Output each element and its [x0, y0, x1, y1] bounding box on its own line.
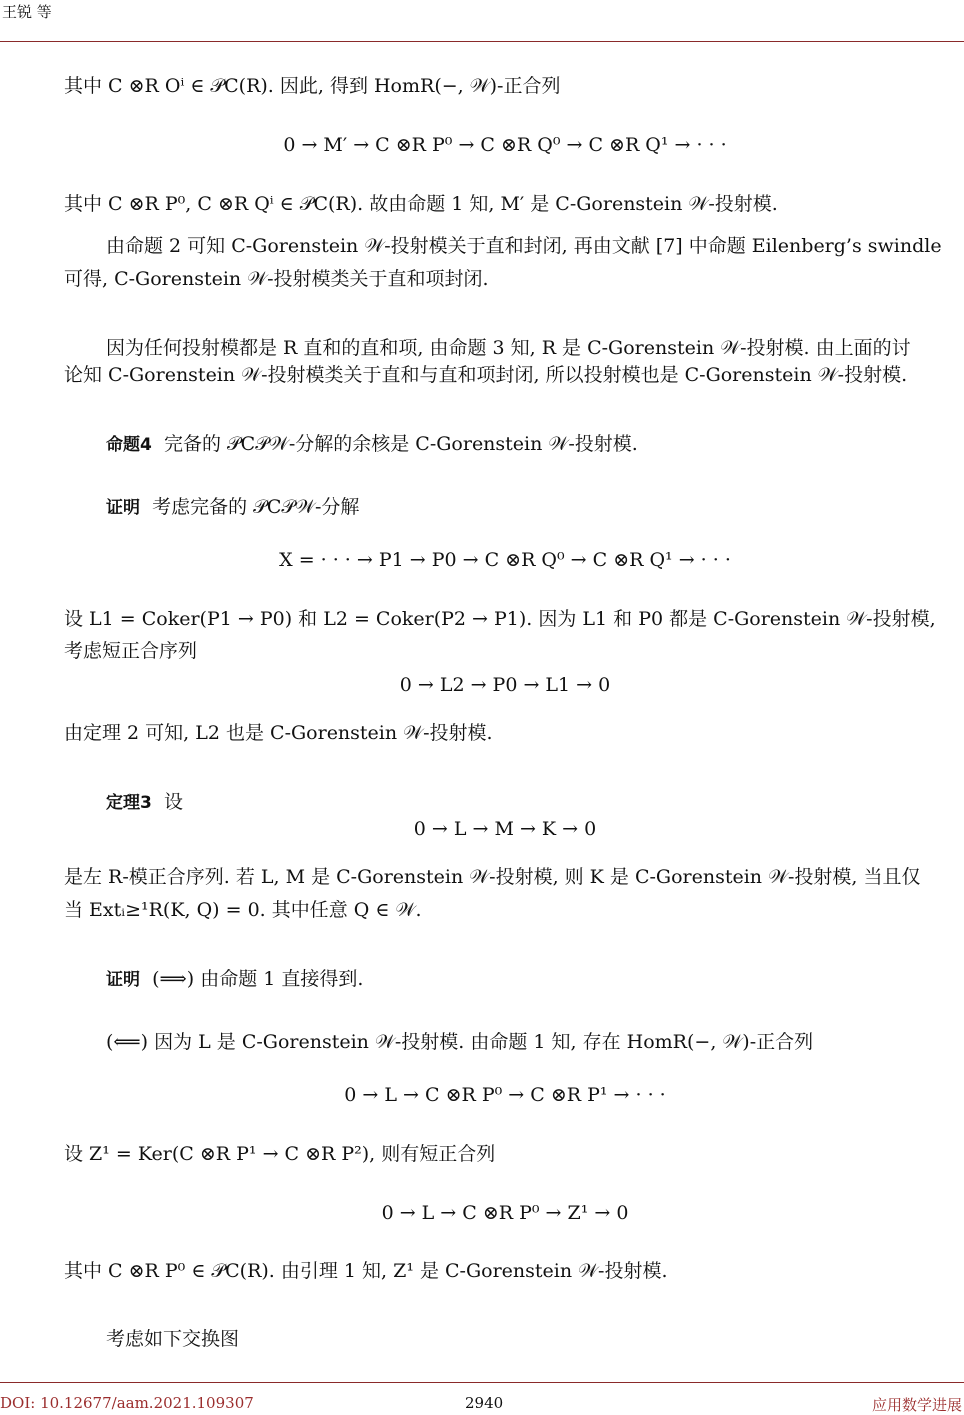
doi-link[interactable]: DOI: 10.12677/aam.2021.109307 [0, 1394, 254, 1412]
proof-label: 证明 [106, 970, 140, 990]
text-line: 考虑短正合序列 [64, 640, 198, 662]
display-equation: X = · · · → P1 → P0 → C ⊗R Q⁰ → C ⊗R Q¹ → · · · [279, 549, 731, 571]
running-header [0, 0, 964, 42]
text-line: 可得, C-Gorenstein 𝒲-投射模类关于直和项封闭. [64, 268, 489, 290]
text-line: 由定理 2 可知, L2 也是 C-Gorenstein 𝒲-投射模. [64, 722, 493, 744]
text-line: 考虑如下交换图 [106, 1328, 240, 1350]
text-line: 当 Extᵢ≥¹R(K, Q) = 0. 其中任意 Q ∈ 𝒲. [64, 899, 422, 921]
text-line: 其中 C ⊗R P⁰ ∈ 𝒫C(R). 由引理 1 知, Z¹ 是 C-Gorenstein 𝒲-投射模. [64, 1260, 668, 1282]
text-line: 其中 C ⊗R P⁰, C ⊗R Qⁱ ∈ 𝒫C(R). 故由命题 1 知, M′ 是 C-Gorenstein 𝒲-投射模. [64, 193, 778, 215]
proof-text: (⟹) 由命题 1 直接得到. [152, 968, 364, 990]
proposition-4 [106, 432, 638, 457]
proof-text: 考虑完备的 𝒫C𝒫𝒲-分解 [152, 496, 360, 518]
text-line: 设 L1 = Coker(P1 → P0) 和 L2 = Coker(P2 → P1). 因为 L1 和 P0 都是 C-Gorenstein 𝒲-投射模, [64, 608, 936, 630]
page-footer [0, 1382, 964, 1415]
proof-label: 证明 [106, 498, 140, 518]
theorem-3 [106, 790, 183, 815]
text-line: 论知 C-Gorenstein 𝒲-投射模类关于直和与直和项封闭, 所以投射模也是 C-Gorenstein 𝒲-投射模. [64, 364, 908, 386]
theorem-text: 设 [163, 791, 183, 813]
page-number: 2940 [465, 1394, 504, 1412]
display-equation: 0 → M′ → C ⊗R P⁰ → C ⊗R Q⁰ → C ⊗R Q¹ → · · · [283, 134, 727, 156]
text-line: 其中 C ⊗R Oⁱ ∈ 𝒫C(R). 因此, 得到 HomR(−, 𝒲)-正合列 [64, 75, 561, 97]
journal-name: 应用数学进展 [871, 1396, 962, 1414]
proof-1 [106, 495, 359, 520]
text-line: 设 Z¹ = Ker(C ⊗R P¹ → C ⊗R P²), 则有短正合列 [64, 1143, 496, 1165]
proof-2 [106, 967, 363, 992]
theorem-label: 定理3 [106, 793, 152, 813]
text-line: 是左 R-模正合序列. 若 L, M 是 C-Gorenstein 𝒲-投射模, 则 K 是 C-Gorenstein 𝒲-投射模, 当且仅 [64, 866, 921, 888]
display-equation: 0 → L → C ⊗R P⁰ → C ⊗R P¹ → · · · [344, 1084, 666, 1106]
proposition-label: 命题4 [106, 435, 152, 455]
text-line: 由命题 2 可知 C-Gorenstein 𝒲-投射模关于直和封闭, 再由文献 [7] 中命题 Eilenberg’s swindle [106, 235, 942, 257]
display-equation: 0 → L2 → P0 → L1 → 0 [399, 674, 611, 696]
display-equation: 0 → L → C ⊗R P⁰ → Z¹ → 0 [381, 1202, 629, 1224]
proposition-text: 完备的 𝒫C𝒫𝒲-分解的余核是 C-Gorenstein 𝒲-投射模. [163, 433, 638, 455]
header-authors: 王锐 等 [2, 3, 52, 21]
display-equation: 0 → L → M → K → 0 [413, 818, 597, 840]
text-line: 因为任何投射模都是 R 直和的直和项, 由命题 3 知, R 是 C-Gorenstein 𝒲-投射模. 由上面的讨 [106, 337, 911, 359]
text-line: (⟸) 因为 L 是 C-Gorenstein 𝒲-投射模. 由命题 1 知, 存在 HomR(−, 𝒲)-正合列 [106, 1031, 814, 1053]
